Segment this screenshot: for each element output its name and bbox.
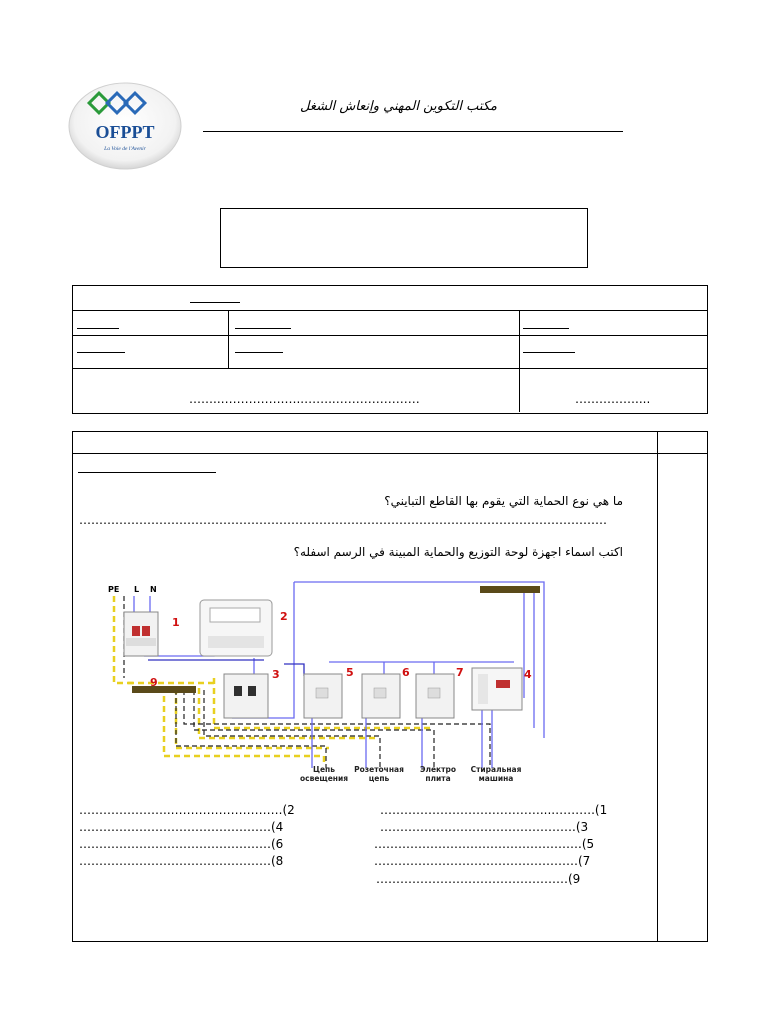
ofppt-logo (68, 82, 182, 170)
circuit-socket-label-1: Розеточная (354, 765, 404, 774)
logo-text: OFPPT (95, 122, 155, 142)
question-1-answer-line[interactable]: …………………………………………………………………………………………………………………… (79, 513, 607, 527)
name-field-dots[interactable]: ……..…………….…..……..………………… (189, 392, 420, 406)
circuit-washer-label-1: Стиральная (470, 765, 522, 774)
breaker-3 (224, 674, 268, 718)
neutral-busbar (480, 586, 540, 593)
field-underline (523, 352, 575, 353)
answer-7[interactable]: ……………………………………………(7 (374, 854, 591, 868)
circuit-lighting-label-1: Цепь (313, 765, 335, 774)
answer-5[interactable]: …………………………………………….(5 (374, 837, 595, 851)
wiring-diagram (104, 578, 564, 790)
device-number-1: 1 (172, 616, 180, 629)
residual-current-device (472, 668, 522, 710)
breaker-7 (416, 674, 454, 718)
label-pe: PE (108, 585, 120, 594)
breaker-5 (304, 674, 342, 718)
answer-9[interactable]: …………………………………………(9 (376, 872, 581, 886)
field-underline (235, 328, 291, 329)
device-number-7: 7 (456, 666, 464, 679)
device-number-5: 5 (346, 666, 354, 679)
answer-3[interactable]: ………………………………………….(3 (380, 820, 589, 834)
info-table (72, 285, 708, 414)
distribution-board-diagram (104, 578, 564, 790)
breaker-6 (362, 674, 400, 718)
question-1: ما هي نوع الحماية التي يقوم بها القاطع التبايني؟ (384, 494, 623, 508)
circuit-stove-label-2: плита (425, 774, 451, 783)
field-underline (77, 352, 125, 353)
main-header-divider (73, 453, 707, 454)
title-box (220, 208, 588, 268)
circuit-lighting-label-2: освещения (299, 774, 349, 783)
main-breaker (124, 612, 158, 656)
field-underline (235, 352, 283, 353)
info-col-divider (228, 310, 229, 368)
info-col-divider (519, 310, 520, 412)
grade-field-dots[interactable]: …………….... (575, 392, 651, 406)
info-row-divider (73, 335, 707, 336)
circuit-socket-label-2: цепь (368, 774, 390, 783)
field-underline (190, 302, 240, 303)
answer-1[interactable]: ……………………….…………....……….(1 (380, 803, 608, 817)
circuit-washer-label-2: машина (478, 774, 514, 783)
logo-tagline: La Voie de l'Avenir (104, 146, 146, 152)
earth-busbar (132, 686, 196, 693)
device-number-9: 4 (524, 668, 532, 681)
field-underline (523, 328, 569, 329)
device-number-3: 3 (272, 668, 280, 681)
question-2: اكتب اسماء اجهزة لوحة التوزيع والحماية المبينة في الرسم اسفله؟ (293, 545, 623, 559)
logo-graphic (68, 82, 182, 170)
device-number-4: 9 (150, 676, 158, 689)
device-number-6: 6 (402, 666, 410, 679)
field-underline (77, 328, 119, 329)
answer-2[interactable]: …………………..……………………….(2 (79, 803, 295, 817)
score-column-divider (657, 432, 658, 941)
info-row-divider (73, 310, 707, 311)
label-l: L (134, 585, 140, 594)
circuit-stove-label-1: Электро (419, 765, 457, 774)
header-underline (203, 131, 623, 132)
device-number-2: 2 (280, 610, 288, 623)
info-row-divider (73, 368, 707, 369)
organization-name: مكتب التكوين المهني وإنعاش الشغل (300, 99, 497, 114)
energy-meter (200, 600, 272, 656)
answer-8[interactable]: …………………………………………(8 (79, 854, 284, 868)
section-title-underline (78, 472, 216, 473)
label-n: N (150, 585, 157, 594)
answer-4[interactable]: …………………………………………(4 (79, 820, 284, 834)
answer-6[interactable]: …………………………………………(6 (79, 837, 284, 851)
